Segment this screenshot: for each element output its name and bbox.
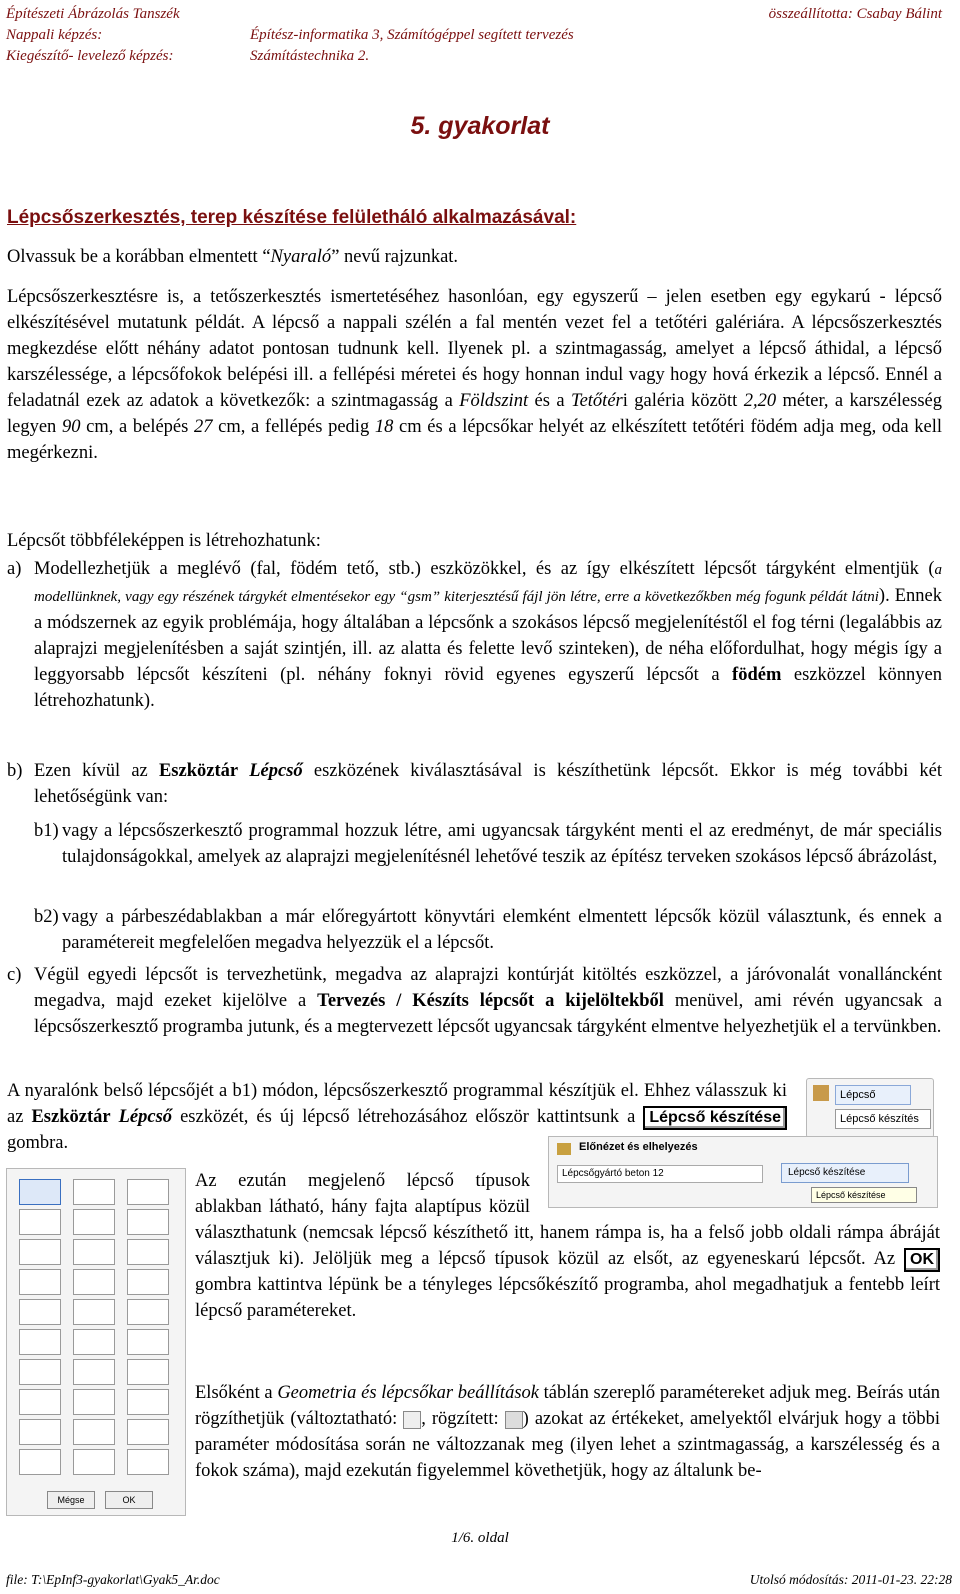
text: i galéria között	[622, 391, 744, 411]
stair-type-thumbnail[interactable]	[19, 1269, 61, 1295]
stair-type-thumbnail[interactable]	[73, 1209, 115, 1235]
level-name: Tetőtér	[570, 391, 623, 411]
toolbox-panel	[806, 1078, 934, 1138]
text: Végül egyedi lépcsőt is tervezhetünk, megadva az alaprajzi kontúrját kitöltés eszközzel, a járóvonalát vonalláncként megadva, majd ezeket kijelölve a	[34, 965, 942, 1011]
text: Olvassuk be a korábban elmentett “	[7, 247, 271, 267]
text: Lépcsőszerkesztésre is, a tetőszerkesztés ismertetéséhez hasonlóan, egy egyszerű – jelen esetben egy egykarú - lépcső elkészítésével mutatunk példát. A lépcső a nappali szélén a fal mentén vezet fel a tetőtéri galériára. A lépcsőszerkesztés megkezdése előtt néhány adatot pontosan tudnunk kell. Ilyenek pl. a szintmagasság, amelyet a lépcső áthidal, a lépcső karszélessége, a lépcsőfokok belépési ill. a fellépési méretei és hogy honnan indul vagy hogy hová érkezik a lépcső. Ennél a feladatnál ezek az adatok a következők: a szintmagasság a	[7, 287, 942, 411]
stair-type-thumbnail[interactable]	[19, 1299, 61, 1325]
stair-create-button[interactable]: Lépcső készítése	[643, 1106, 787, 1130]
menu-path: Tervezés / Készíts lépcsőt a kijelöltekből	[317, 991, 664, 1011]
level-name: Földszint	[459, 391, 529, 411]
stair-type-thumbnail[interactable]	[127, 1449, 169, 1475]
stair-type-thumbnail[interactable]	[19, 1449, 61, 1475]
tool-name: Lépcső	[249, 761, 303, 781]
ok-button[interactable]: OK	[904, 1248, 940, 1272]
header-dept: Építészeti Ábrázolás Tanszék	[6, 6, 180, 22]
note: a modellünknek, vagy egy részének tárgykét elmentésekor egy “gsm” kiterjesztésű fájl jön létre, erre a következőkben még fogunk példát látni	[34, 562, 942, 605]
list-body	[34, 758, 942, 810]
menu-row-preview[interactable]: Előnézet és elhelyezés	[579, 1141, 698, 1153]
text: cm és a lépcsőkar helyét az elkészített tetőtéri födém adja meg, oda kell megérkezni.	[7, 417, 943, 463]
stair-type-thumbnail[interactable]	[19, 1419, 61, 1445]
list-label: b)	[7, 761, 23, 781]
paragraph-intro	[7, 244, 942, 270]
tool-name: födém	[732, 665, 782, 685]
paragraph-stair-data	[7, 284, 942, 466]
text: A nyaralónk belső lépcsőjét a b1) módon, lépcsőszerkesztő programmal készítjük el. Ehhez válasszuk ki az	[7, 1081, 787, 1127]
stair-type-thumbnail[interactable]	[127, 1209, 169, 1235]
list-body: vagy a lépcsőszerkesztő programmal hozzuk létre, ami ugyancsak tárgyként menti el az eredményt, de már speciális tulajdonságokkal, amelyek az alaprajzi megjelenítésnél lehetővé teszik az építész terveken szokásos lépcső ábrázolást,	[62, 821, 942, 867]
list-item-b	[7, 758, 942, 810]
text: Az ezután megjelenő lépcső típusok ablakban látható, hány fajta alaptípus közül választhatunk (nemcsak lépcső készíthető itt, hanem rámpa is, ha a felső jobb oldali rámpa ábráját választjuk ki). Jelöljük meg a lépcső típusok közül az elsőt, az egyeneskarú lépcsőt. Az	[195, 1171, 940, 1269]
float-spacer	[530, 1168, 940, 1220]
list-label: c)	[7, 965, 22, 985]
paragraph-methods: Lépcsőt többféleképpen is létrehozhatunk:	[7, 531, 321, 551]
header-author: összeállította: Csabay Bálint	[768, 6, 942, 22]
stair-type-thumbnail[interactable]	[73, 1329, 115, 1355]
text: gombra.	[7, 1133, 69, 1153]
list-item-a	[7, 556, 942, 714]
paragraph-geometry	[195, 1380, 940, 1484]
stair-type-thumbnail[interactable]	[19, 1359, 61, 1385]
text: cm, a fellépés pedig	[212, 417, 375, 437]
tool-name: Lépcső	[118, 1107, 173, 1127]
unlock-icon[interactable]	[403, 1411, 421, 1429]
text: táblán szereplő paramétereket adjuk meg. Beírás után rögzíthetjük (változtatható:	[195, 1383, 940, 1429]
stair-type-thumbnail[interactable]	[127, 1239, 169, 1265]
stair-type-thumbnail[interactable]	[127, 1179, 169, 1205]
list-label: b1)	[34, 821, 59, 841]
list-body: vagy a párbeszédablakban a már előregyártott könyvtári elemként elmentett lépcsők közül választunk, és ennek a paramétereit megfelelően megadva helyezzük el a lépcsőt.	[62, 907, 942, 953]
value: 27	[194, 417, 213, 437]
text: eszközét, és új lépcső létrehozásához először kattintsunk a	[172, 1107, 644, 1127]
stair-icon	[813, 1085, 829, 1101]
value: 2,20	[743, 391, 777, 411]
stair-type-thumbnail[interactable]	[19, 1209, 61, 1235]
list-item-b1	[34, 818, 942, 870]
stair-type-dialog	[6, 1168, 186, 1516]
dialog-ok-button[interactable]: OK	[105, 1491, 153, 1509]
stair-type-thumbnail[interactable]	[19, 1329, 61, 1355]
list-label: a)	[7, 559, 22, 579]
menu-row-stair-type[interactable]: Lépcsőgyártó beton 12	[557, 1165, 763, 1183]
stair-type-thumbnail[interactable]	[19, 1179, 61, 1205]
text: ). Ennek a módszernek az egyik problémája, hogy általában a lépcsőnk a szokásos lépcső megjelenítéstől el fog térni (legalábbis az alaprajzi megjelenítésben a saját szintjén, ill. az alatta és felette levő szinteken), de néha előfordulhat, hogy mégis így a leggyorsabb lépcsőt készíteni (pl. néhány foknyi rövid egyenes egyszerű lépcsőt a	[34, 586, 942, 685]
header-row2-right: Építész-informatika 3, Számítógéppel segített tervezés	[250, 27, 574, 43]
stair-type-thumbnail[interactable]	[19, 1389, 61, 1415]
list-body	[34, 556, 942, 714]
stair-type-thumbnail[interactable]	[127, 1329, 169, 1355]
list-item-c	[7, 962, 942, 1040]
text: , rögzített:	[421, 1409, 505, 1429]
text: Modellezhetjük a meglévő (fal, födém tető, stb.) eszközökkel, és az így elkészített lépcsőt tárgyként elmentjük (	[34, 559, 935, 579]
menu-name: Eszköztár	[31, 1107, 111, 1127]
section-title: Lépcsőszerkesztés, terep készítése felületháló alkalmazásával:	[7, 207, 577, 228]
stair-type-thumbnail[interactable]	[127, 1389, 169, 1415]
paragraph-stair-types	[195, 1168, 940, 1324]
text: eszközzel könnyen létrehozhatunk).	[34, 665, 942, 711]
menu-name: Eszköztár	[158, 761, 239, 781]
list-item-b2	[34, 904, 942, 956]
lock-icon[interactable]	[505, 1411, 523, 1429]
header-row3-left: Kiegészítő- levelező képzés:	[6, 48, 174, 64]
page-title: 5. gyakorlat	[410, 112, 550, 140]
header-row2-left: Nappali képzés:	[6, 27, 103, 43]
text: ) azokat az értékeket, amelyektől elvárjuk hogy a többi paraméter módosítása során ne változzanak meg (ilyen lehet a szintmagasság, a karszélesség és a fokok száma), majd ezekután figyelemmel követhetjük, hogy az általunk be-	[195, 1409, 940, 1481]
value: 90	[61, 417, 81, 437]
stair-type-thumbnail[interactable]	[73, 1359, 115, 1385]
stair-type-thumbnail[interactable]	[73, 1419, 115, 1445]
list-body	[34, 962, 942, 1040]
text: Ezen kívül az	[34, 761, 159, 781]
list-label: b2)	[34, 907, 59, 927]
stair-type-thumbnail[interactable]	[19, 1239, 61, 1265]
text: méter, a karszélesség legyen	[7, 391, 942, 437]
toolbox-screenshot	[806, 1078, 936, 1144]
menu-row-stair-make[interactable]: Lépcső készítése	[781, 1163, 909, 1183]
text: menüvel, ami révén ugyancsak a lépcsőszerkesztő programba jutunk, és a megtervezett lépcsőt ugyancsak tárgyként elmentve helyezhetjük el a tervünkben.	[34, 991, 942, 1037]
stair-type-thumbnail[interactable]	[73, 1389, 115, 1415]
toolbox-item-stair[interactable]: Lépcső	[835, 1085, 911, 1105]
stair-type-thumbnail[interactable]	[127, 1419, 169, 1445]
text: gombra kattintva lépünk be a tényleges lépcsőkészítő programba, ahol megadhatjuk a fentebb leírt lépcső paramétereket.	[195, 1275, 940, 1321]
file-name: Nyaraló	[270, 247, 332, 267]
stair-type-thumbnail[interactable]	[127, 1359, 169, 1385]
toolbox-item-stair-make[interactable]: Lépcső készítés	[835, 1109, 931, 1129]
header-row3-right: Számítástechnika 2.	[250, 48, 370, 64]
value: 18	[374, 417, 394, 437]
stair-type-thumbnail[interactable]	[127, 1269, 169, 1295]
text: és a	[528, 391, 571, 411]
footer-file: file: T:\EpInf3-gyakorlat\Gyak5_Ar.doc	[6, 1572, 220, 1587]
tooltip: Lépcső készítése	[811, 1187, 917, 1203]
text: Elsőként a	[195, 1383, 278, 1403]
preview-icon	[557, 1143, 571, 1155]
stair-type-thumbnail[interactable]	[73, 1299, 115, 1325]
stair-type-thumbnail[interactable]	[73, 1449, 115, 1475]
stair-type-thumbnail[interactable]	[73, 1269, 115, 1295]
page-number: 1/6. oldal	[451, 1530, 509, 1546]
text: cm, a belépés	[80, 417, 195, 437]
footer-modified: Utolsó módosítás: 2011-01-23. 22:28	[749, 1572, 952, 1587]
cancel-button[interactable]: Mégse	[47, 1491, 95, 1509]
tab-name: Geometria és lépcsőkar beállítások	[277, 1383, 539, 1403]
stair-type-thumbnail[interactable]	[73, 1179, 115, 1205]
text: eszközének kiválasztásával is készíthetünk lépcsőt. Ekkor is még további két lehetőségünk van:	[34, 761, 942, 807]
stair-type-thumbnail[interactable]	[73, 1239, 115, 1265]
stair-type-thumbnail[interactable]	[127, 1299, 169, 1325]
text: ” nevű rajzunkat.	[331, 247, 459, 267]
